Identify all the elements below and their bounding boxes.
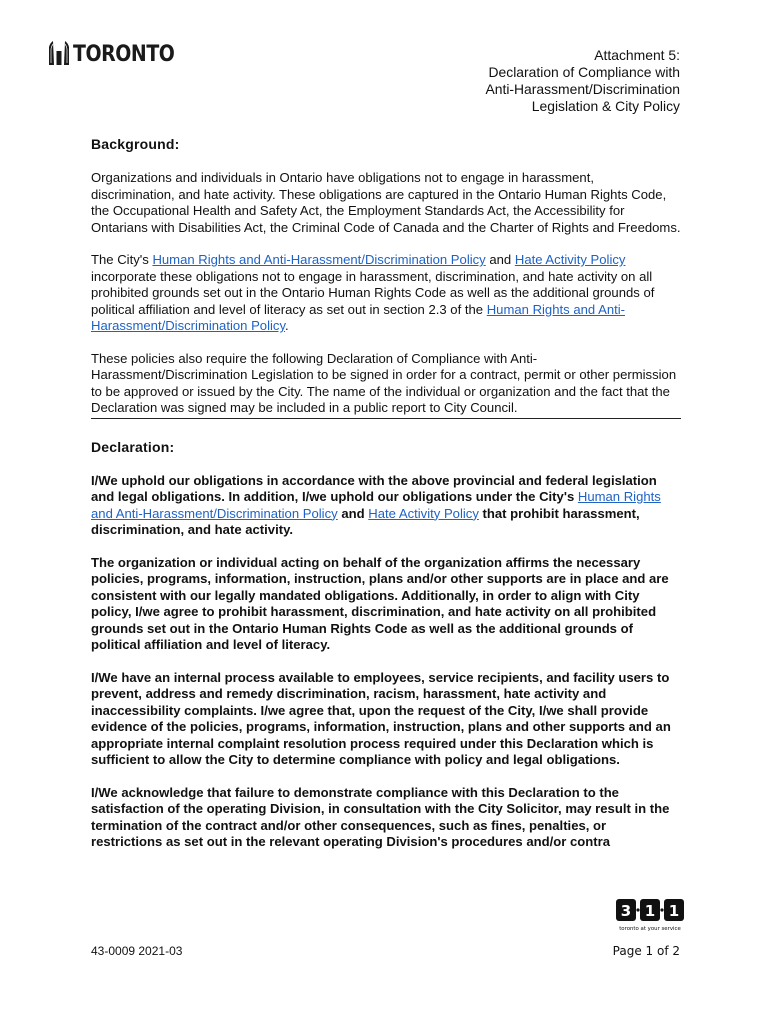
document-body bbox=[91, 136, 681, 851]
declaration-paragraph-2: The organization or individual acting on behalf of the organization affirms the necessary policies, programs, information, instruction, plans and/or other supports are in place and are consistent with our legally mandated obligations. Additionally, in order to align with City policy, I/we agree to prohibit harassment, discrimination, and hate activity on all prohibited grounds set out in the Ontario Human Rights Code as well as the additional grounds of political affiliation and level of literacy. bbox=[91, 554, 669, 652]
logo-wordmark: TORONTO bbox=[73, 42, 175, 67]
declaration-paragraph-3: I/We have an internal process available to employees, service recipients, and facility users to prevent, address and remedy discrimination, racism, harassment, hate activity and inaccessibility complaints. I/we agree that, upon the request of the City, I/we shall provide evidence of the policies, programs, information, instruction, plans and other supports and an appropriate internal complaint resolution process required under this Declaration which is sufficient to allow the City to determine compliance with policy and legal obligations. bbox=[91, 669, 671, 767]
hate-activity-policy-link[interactable]: Hate Activity Policy bbox=[514, 252, 626, 267]
human-rights-policy-link[interactable]: Human Rights and Anti-Harassment/Discrimination Policy bbox=[152, 252, 486, 267]
hate-activity-policy-link[interactable]: Hate Activity Policy bbox=[368, 505, 479, 521]
declaration-heading: Declaration: bbox=[91, 438, 175, 455]
badge-digit-3: 3 bbox=[620, 902, 632, 920]
attachment-line: Declaration of Compliance with bbox=[488, 64, 680, 80]
badge-digit-1: 1 bbox=[668, 902, 680, 920]
page-number: Page 1 of 2 bbox=[612, 944, 680, 958]
badge-dot bbox=[636, 908, 639, 911]
311-badge bbox=[606, 898, 688, 937]
text-run: that prohibit harassment, discrimination, and hate activity. bbox=[91, 505, 640, 537]
city-hall-icon bbox=[48, 38, 70, 66]
text-run: incorporate these obligations not to engage in harassment, discrimination, and hate activity on all prohibited grounds set out in the Ontario Human Rights Code as well as the additional grounds of political affiliation and level of literacy as set out in section 2.3 of the bbox=[91, 268, 655, 317]
attachment-line: Attachment 5: bbox=[594, 47, 680, 63]
background-paragraph-3: These policies also require the following Declaration of Compliance with Anti-Harassment/Discrimination Legislation to be signed in order for a contract, permit or other permission to be approved or issued by the City. The name of the individual or organization and the fact that the Declaration was signed may be included in a public report to City Council. bbox=[91, 350, 677, 415]
311-logo-icon bbox=[606, 898, 688, 932]
text-run: and bbox=[337, 505, 369, 521]
declaration-paragraph-4: I/We acknowledge that failure to demonstrate compliance with this Declaration to the satisfaction of the operating Division, in consultation with the City Solicitor, may result in the termination of the contract and/or other consequences, such as fines, penalties, or restrictions as set out in the relevant operating Division's procedures and/or contra bbox=[91, 784, 670, 849]
background-paragraph-1: Organizations and individuals in Ontario have obligations not to engage in harassment, discrimination, and hate activity. These obligations are captured in the Ontario Human Rights Code, the Occupational Health and Safety Act, the Employment Standards Act, the Accessibility for Ontarians with Disabilities Act, the Criminal Code of Canada and the Charter of Rights and Freedoms. bbox=[91, 170, 681, 235]
badge-tagline: toronto at your service bbox=[619, 926, 681, 932]
text-run: . bbox=[285, 318, 289, 333]
text-run: The City's bbox=[91, 252, 153, 267]
declaration-paragraph-1 bbox=[91, 473, 681, 539]
background-heading: Background: bbox=[91, 136, 180, 152]
badge-digit-1: 1 bbox=[644, 902, 656, 920]
form-number: 43-0009 2021-03 bbox=[91, 944, 183, 958]
human-rights-policy-link[interactable]: Human Rights and Anti-Harassment/Discrimination Policy bbox=[91, 301, 626, 333]
text-run: I/We uphold our obligations in accordance with the above provincial and federal legislation and legal obligations. In addition, I/we uphold our obligations under the City's bbox=[91, 472, 657, 504]
badge-dot bbox=[660, 908, 663, 911]
human-rights-policy-link[interactable]: Human Rights and Anti-Harassment/Discrimination Policy bbox=[91, 489, 661, 521]
background-paragraph-2 bbox=[91, 252, 681, 335]
toronto-logo bbox=[48, 38, 191, 66]
text-run: and bbox=[485, 252, 515, 267]
attachment-title bbox=[485, 47, 680, 115]
attachment-line: Anti-Harassment/Discrimination bbox=[485, 81, 680, 97]
attachment-line: Legislation & City Policy bbox=[531, 98, 680, 114]
